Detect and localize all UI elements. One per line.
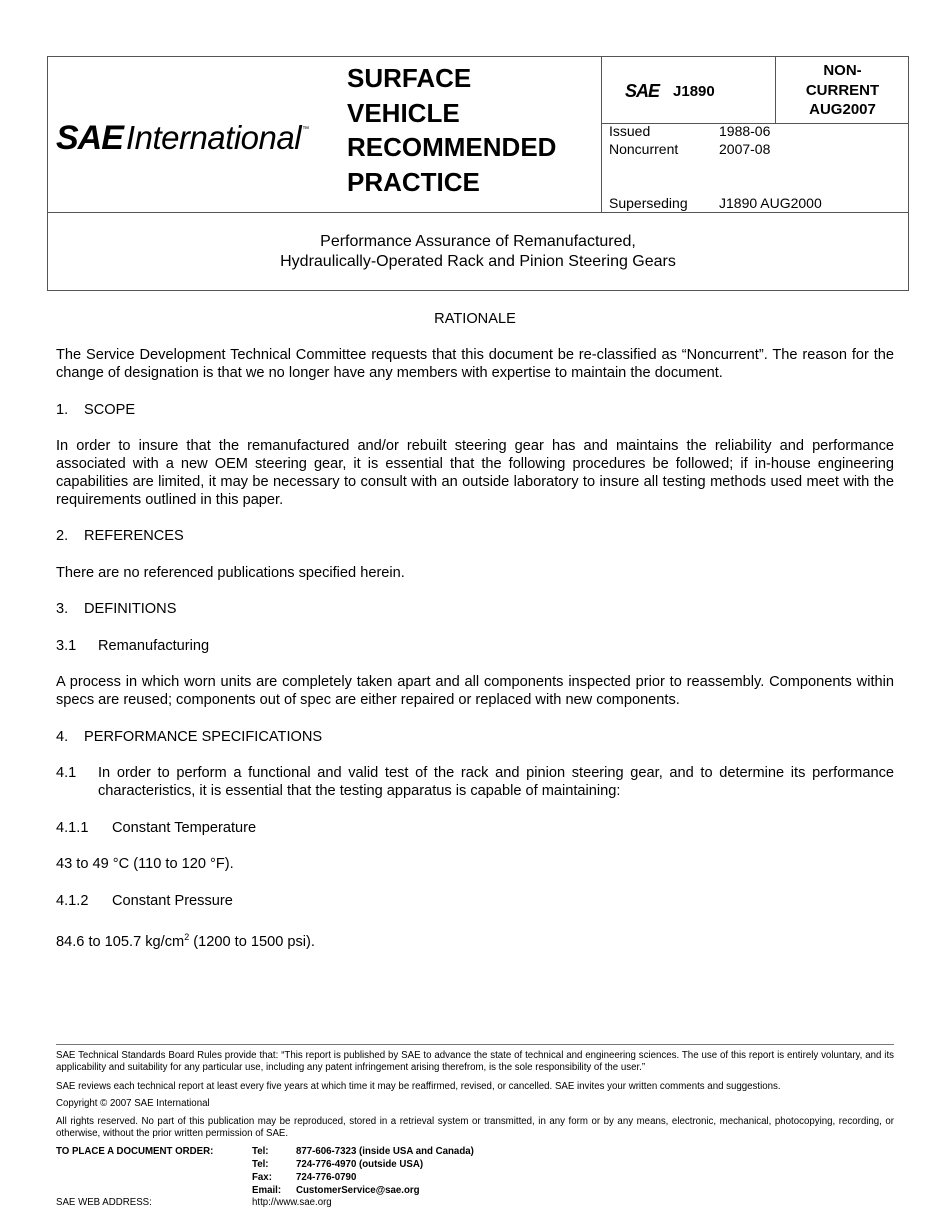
section-heading bbox=[56, 728, 894, 746]
section-number: 4.1.2 bbox=[56, 893, 89, 909]
section-number: 3. bbox=[56, 601, 69, 617]
remanufacturing-text: A process in which worn units are completely taken apart and all components inspected prior to reassembly. Components within specs are reused; components out of spec are either repaired or replaced with new components. bbox=[56, 674, 894, 708]
contact-row bbox=[56, 1184, 474, 1197]
superscript: 2 bbox=[184, 932, 190, 942]
pressure-psi: (1200 to 1500 psi). bbox=[189, 933, 315, 950]
temperature-text: 43 to 49 °C (110 to 120 °F). bbox=[56, 856, 234, 872]
order-label: TO PLACE A DOCUMENT ORDER: bbox=[56, 1146, 214, 1157]
section-title: REFERENCES bbox=[84, 528, 184, 544]
contact-row bbox=[56, 1145, 474, 1158]
section-title: DEFINITIONS bbox=[84, 601, 177, 617]
section-title: Constant Pressure bbox=[112, 893, 233, 909]
issued-row bbox=[609, 123, 770, 139]
references-text: There are no referenced publications specified herein. bbox=[56, 565, 405, 581]
paragraph-4-1 bbox=[56, 764, 894, 800]
contact-label: Email: bbox=[252, 1185, 282, 1196]
logo-word: International bbox=[125, 119, 302, 156]
superseding-row bbox=[609, 195, 822, 211]
doc-type-line: PRACTICE bbox=[347, 166, 480, 197]
sae-international-logo bbox=[56, 119, 309, 158]
web-address-row bbox=[56, 1197, 332, 1208]
contact-label: Tel: bbox=[252, 1146, 269, 1157]
section-number: 4.1.1 bbox=[56, 820, 89, 836]
web-label: SAE WEB ADDRESS: bbox=[56, 1197, 152, 1208]
contact-value: 724-776-4970 (outside USA) bbox=[296, 1159, 424, 1170]
section-number: 4.1 bbox=[56, 765, 77, 781]
logo-mark: SAE bbox=[56, 119, 123, 157]
document-title bbox=[48, 232, 908, 272]
title-line: Performance Assurance of Remanufactured, bbox=[320, 233, 636, 250]
title-line: Hydraulically-Operated Rack and Pinion Steering Gears bbox=[280, 253, 676, 270]
section-title: SCOPE bbox=[84, 402, 136, 418]
subsection-heading bbox=[56, 892, 894, 910]
email-link[interactable]: CustomerService@sae.org bbox=[296, 1185, 420, 1196]
footer-rule bbox=[56, 1044, 894, 1045]
subsection-heading bbox=[56, 819, 894, 837]
document-number: J1890 bbox=[673, 83, 715, 100]
divider bbox=[601, 57, 602, 212]
issued-label: Issued bbox=[609, 123, 651, 139]
logo-trademark: ™ bbox=[302, 126, 310, 133]
footer-rights-text: All rights reserved. No part of this publication may be reproduced, stored in a retrieval system or transmitted, in any form or by any means, electronic, mechanical, photocopying, recording, or otherwise, without the prior written permission of SAE. bbox=[56, 1116, 894, 1139]
contact-label: Tel: bbox=[252, 1159, 269, 1170]
section-number: 3.1 bbox=[56, 638, 77, 654]
document-header bbox=[47, 56, 909, 291]
status-line: NON- bbox=[823, 62, 862, 79]
section-number: 2. bbox=[56, 528, 69, 544]
section-title: Constant Temperature bbox=[112, 820, 257, 836]
contact-row bbox=[56, 1171, 474, 1184]
section-title: Remanufacturing bbox=[98, 638, 210, 654]
superseding-value: J1890 AUG2000 bbox=[719, 195, 822, 211]
doc-type-line: VEHICLE bbox=[347, 97, 460, 128]
doc-type-line: SURFACE bbox=[347, 63, 472, 93]
paragraph-text: In order to perform a functional and valid test of the rack and pinion steering gear, and to determine its performance characteristics, it is essential that the testing apparatus is capable of maintaining: bbox=[98, 765, 894, 799]
sae-small-logo: SAE bbox=[625, 81, 660, 101]
contact-value: 724-776-0790 bbox=[296, 1172, 357, 1183]
document-type bbox=[347, 61, 597, 199]
rationale-text: The Service Development Technical Committee requests that this document be re-classified as “Noncurrent”. The reason for the change of designation is that we no longer have any members with expertise to maintain the document. bbox=[56, 347, 894, 381]
web-link[interactable]: http://www.sae.org bbox=[252, 1197, 332, 1208]
order-info bbox=[56, 1145, 474, 1197]
divider bbox=[48, 212, 908, 213]
noncurrent-row bbox=[609, 141, 770, 157]
subsection-heading bbox=[56, 637, 894, 655]
pressure-text bbox=[56, 928, 894, 951]
footer-copyright: Copyright © 2007 SAE International bbox=[56, 1098, 210, 1109]
noncurrent-value: 2007-08 bbox=[719, 141, 771, 157]
section-heading bbox=[56, 600, 894, 618]
issued-value: 1988-06 bbox=[719, 123, 771, 139]
rationale-heading: RATIONALE bbox=[434, 311, 516, 327]
superseding-label: Superseding bbox=[609, 195, 688, 211]
section-heading bbox=[56, 527, 894, 545]
status-line: AUG2007 bbox=[809, 101, 876, 118]
scope-text: In order to insure that the remanufactured and/or rebuilt steering gear has and maintains the reliability and performance associated with a new OEM steering gear, it is essential that the following procedures be followed; if in-house engineering capabilities are limited, it may be necessary to consult with an outside laboratory to insure all testing methods used meet with the requirements outlined in this paper. bbox=[56, 438, 894, 508]
contact-value: 877-606-7323 (inside USA and Canada) bbox=[296, 1146, 474, 1157]
section-heading bbox=[56, 401, 894, 419]
contact-row bbox=[56, 1158, 474, 1171]
document-id bbox=[625, 81, 715, 102]
status-line: CURRENT bbox=[805, 81, 880, 99]
contact-label: Fax: bbox=[252, 1172, 272, 1183]
section-number: 1. bbox=[56, 402, 69, 418]
status-badge bbox=[776, 61, 909, 120]
doc-type-line: RECOMMENDED bbox=[347, 132, 557, 162]
pressure-value: 84.6 to 105.7 kg/cm bbox=[56, 933, 185, 950]
footer-review-text: SAE reviews each technical report at least every five years at which time it may be reaffirmed, revised, or cancelled. SAE invites your written comments and suggestions. bbox=[56, 1081, 781, 1092]
noncurrent-label: Noncurrent bbox=[609, 141, 679, 157]
section-number: 4. bbox=[56, 729, 69, 745]
section-title: PERFORMANCE SPECIFICATIONS bbox=[84, 729, 323, 745]
footer-rules-text: SAE Technical Standards Board Rules provide that: “This report is published by SAE to advance the state of technical and engineering sciences. The use of this report is entirely voluntary, and its applicability and suitability for any particular use, including any patent infringement arising therefrom, is the sole responsibility of the user.” bbox=[56, 1050, 894, 1073]
